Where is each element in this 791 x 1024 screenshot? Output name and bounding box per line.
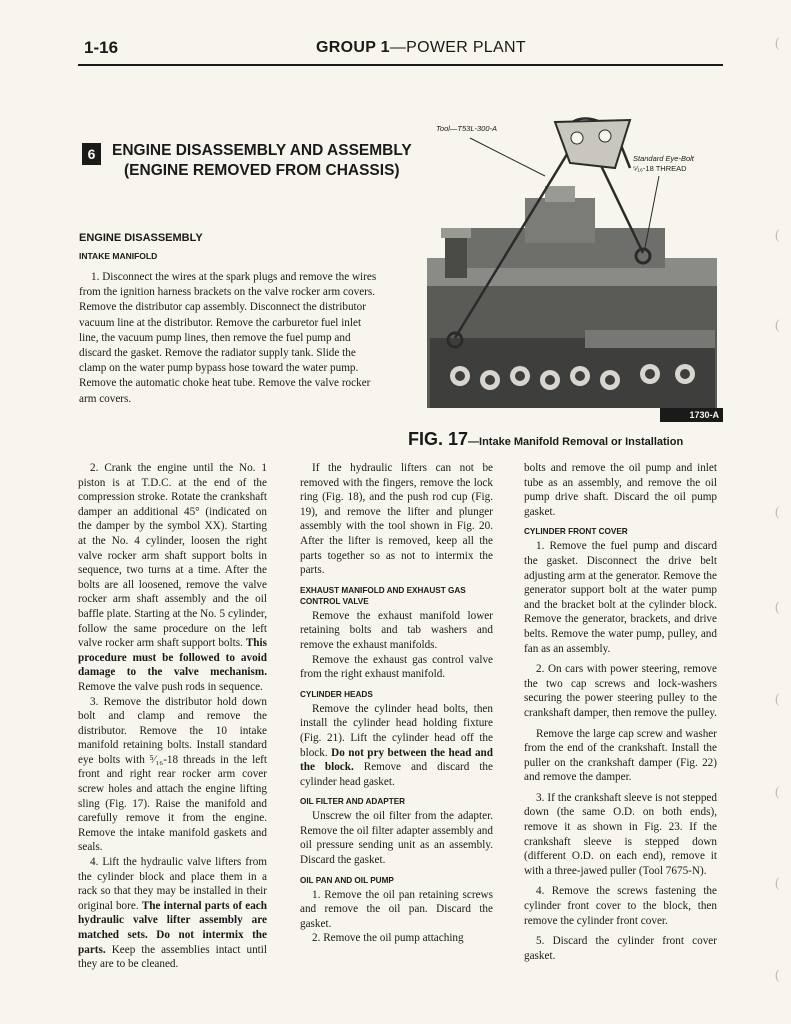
binder-mark: ( <box>775 600 780 615</box>
figure-code: 1730-A <box>689 410 719 420</box>
cover-step-4: 4. Remove the screws fastening the cylinder front cover to the block, then remove the cylinder front cover. <box>524 885 717 927</box>
heading-exhaust-manifold: EXHAUST MANIFOLD AND EXHAUST GAS CONTROL VALVE <box>300 585 466 606</box>
page-number: 1-16 <box>84 38 119 57</box>
figure-caption <box>408 429 683 450</box>
figure-label-eyebolt <box>633 154 694 174</box>
cover-step-1: 1. Remove the fuel pump and discard the gasket. Disconnect the drive belt adjusting arm at the generator. Remove the generator support bolt at the water pump and the bracket bolt at the cylinder block. Remove the generator, brackets, and drive belts. Remove the water pump, pulley, and fan as an assembly. <box>524 540 717 655</box>
heading-cylinder-heads: CYLINDER HEADS <box>300 689 373 699</box>
cover-step-2: 2. On cars with power steering, remove the two cap screws and lock-washers securing the power steering pulley to the crankshaft damper, then remove the pulley. <box>524 663 717 719</box>
heads-end: Remove and discard the cylinder head gasket. <box>300 761 493 788</box>
page-header-title: GROUP 1—POWER PLANT <box>316 39 526 56</box>
binder-mark: ( <box>775 228 780 243</box>
filter-paragraph: Unscrew the oil filter from the adapter. Remove the oil filter adapter assembly and oil pressure sending unit as an assembly. Discard the gasket. <box>300 810 493 867</box>
heading-oil-filter: OIL FILTER AND ADAPTER <box>300 797 406 807</box>
section-title <box>112 141 412 181</box>
heading-oil-pan: OIL PAN AND OIL PUMP <box>300 875 394 885</box>
heads-paragraph <box>300 702 493 790</box>
step-2-text: 2. Crank the engine until the No. 1 piston is at T.D.C. at the end of the compression stroke. Rotate the crankshaft damper an additional 45° (indicated on the damper by the symbol XX). Starting at the No. 4 cylinder, loosen the right valve rocker arm shaft support bolts in sequence, two turns at a time. After the bolts are all loosened, remove the valve rocker arm shaft assembly and the oil baffle plate. Starting at the No. 5 cylinder, follow the same procedure on the left valve rocker arm shaft support bolts. <box>78 462 267 650</box>
step-2-paragraph <box>78 461 267 695</box>
step-4-text: 4. Lift the hydraulic valve lifters from the cylinder block and place them in a rack so that they may be installed in their original bore. <box>78 856 267 912</box>
section-number-badge: 6 <box>82 143 101 165</box>
text-column-1 <box>78 461 267 972</box>
oil-pump-continued: bolts and remove the oil pump and inlet tube as an assembly, and remove the oil pump drive shaft. Discard the oil pump gasket. <box>524 462 717 518</box>
step-2-warning: This procedure must be followed to avoid damage to the valve mechanism. <box>78 637 267 679</box>
pan-paragraph-2: 2. Remove the oil pump attaching <box>312 932 464 945</box>
binder-mark: ( <box>775 318 780 333</box>
engine-lifting-figure <box>405 108 723 426</box>
figure-number: FIG. 17 <box>408 429 469 449</box>
binder-mark: ( <box>775 505 780 520</box>
heading-front-cover: CYLINDER FRONT COVER <box>524 527 628 537</box>
subheading-engine-disassembly: ENGINE DISASSEMBLY <box>79 232 203 244</box>
step-4-end: Keep the assemblies intact until they are to be cleaned. <box>78 943 267 971</box>
step-4-paragraph <box>78 855 267 972</box>
step-3-paragraph: 3. Remove the distributor hold down bolt and clamp and remove the distributor. Remove the 10 intake manifold retaining bolts. Install standard eye bolts with ⁵⁄₁₆-18 threads in the left front and right rear rocker arm cover screw holes and attach the engine lifting sling (Fig. 17). Raise the manifold and carefully remove it from the engine. Remove the intake manifold gaskets and seals. <box>78 695 267 854</box>
heads-warning: Do not pry between the head and the block. <box>300 746 493 774</box>
group-label: GROUP 1 <box>316 39 390 56</box>
subheading-intake-manifold: INTAKE MANIFOLD <box>79 251 158 261</box>
lifter-paragraph: If the hydraulic lifters can not be removed with the fingers, remove the lock ring (Fig. 18), and the push rod cup (Fig. 19), and remove the lifter and plunger assembly with the tool shown in Fig. 20. After the lifter is removed, keep all the parts together so as not to intermix the parts. <box>300 462 493 577</box>
step-4-warning: The internal parts of each hydraulic valve lifter assembly are matched sets. Do not intermix the parts. <box>78 899 267 956</box>
section-title-line2: (ENGINE REMOVED FROM CHASSIS) <box>124 162 400 179</box>
intro-paragraph: 1. Disconnect the wires at the spark plugs and remove the wires from the ignition harness brackets on the valve rocker arm covers. Remove the distributor cap assembly. Disconnect the distributor vacuum line at the distributor. Remove the carburetor fuel inlet line, the vacuum pump lines, then remove the fuel pump and discard the gasket. Remove the radiator supply tank. Slide the clamp on the water pump bypass hose toward the water pump. Remove the automatic choke heat tube. Remove the valve rocker arm covers. <box>79 271 377 405</box>
figure-caption-text: —Intake Manifold Removal or Installation <box>468 436 684 448</box>
cover-step-5: 5. Discard the cylinder front cover gasket. <box>524 935 717 962</box>
section-title-line1: ENGINE DISASSEMBLY AND ASSEMBLY <box>112 142 412 159</box>
group-title: POWER PLANT <box>406 39 526 56</box>
cover-step-3: 3. If the crankshaft sleeve is not stepped down (the same O.D. on both ends), remove it as shown in Fig. 23. If the crankshaft sleeve is stepped down (different O.D. on each end), remove it with a three-jawed puller (Tool 7675-N). <box>524 791 717 877</box>
binder-mark: ( <box>775 692 780 707</box>
header-rule <box>78 64 723 66</box>
text-column-3 <box>524 461 717 963</box>
binder-mark: ( <box>775 36 780 51</box>
binder-mark: ( <box>775 785 780 800</box>
text-column-2 <box>300 461 493 946</box>
exhaust-paragraph-1: Remove the exhaust manifold lower retaining bolts and tab washers and remove the exhaust manifolds. <box>300 609 493 651</box>
binder-mark: ( <box>775 968 780 983</box>
exhaust-paragraph-2: Remove the exhaust gas control valve from the right exhaust manifold. <box>300 653 493 681</box>
intro-text <box>79 270 382 407</box>
step-2-end: Remove the valve push rods in sequence. <box>78 680 263 693</box>
figure-label-tool: Tool—T53L-300-A <box>436 124 498 133</box>
figure-label-eyebolt-line1: Standard Eye-Bolt <box>633 154 694 163</box>
heads-text: Remove the cylinder head bolts, then install the cylinder head holding fixture (Fig. 21). Lift the cylinder head off the block. <box>300 702 493 759</box>
pan-paragraph-1: 1. Remove the oil pan retaining screws and remove the oil pan. Discard the gasket. <box>300 888 493 930</box>
cover-step-2b: Remove the large cap screw and washer from the end of the crankshaft. Install the puller on the crankshaft damper (Fig. 22) and remove the damper. <box>524 727 717 784</box>
binder-mark: ( <box>775 876 780 891</box>
figure-label-eyebolt-line2: ⁵⁄₁₆-18 THREAD <box>633 164 687 173</box>
